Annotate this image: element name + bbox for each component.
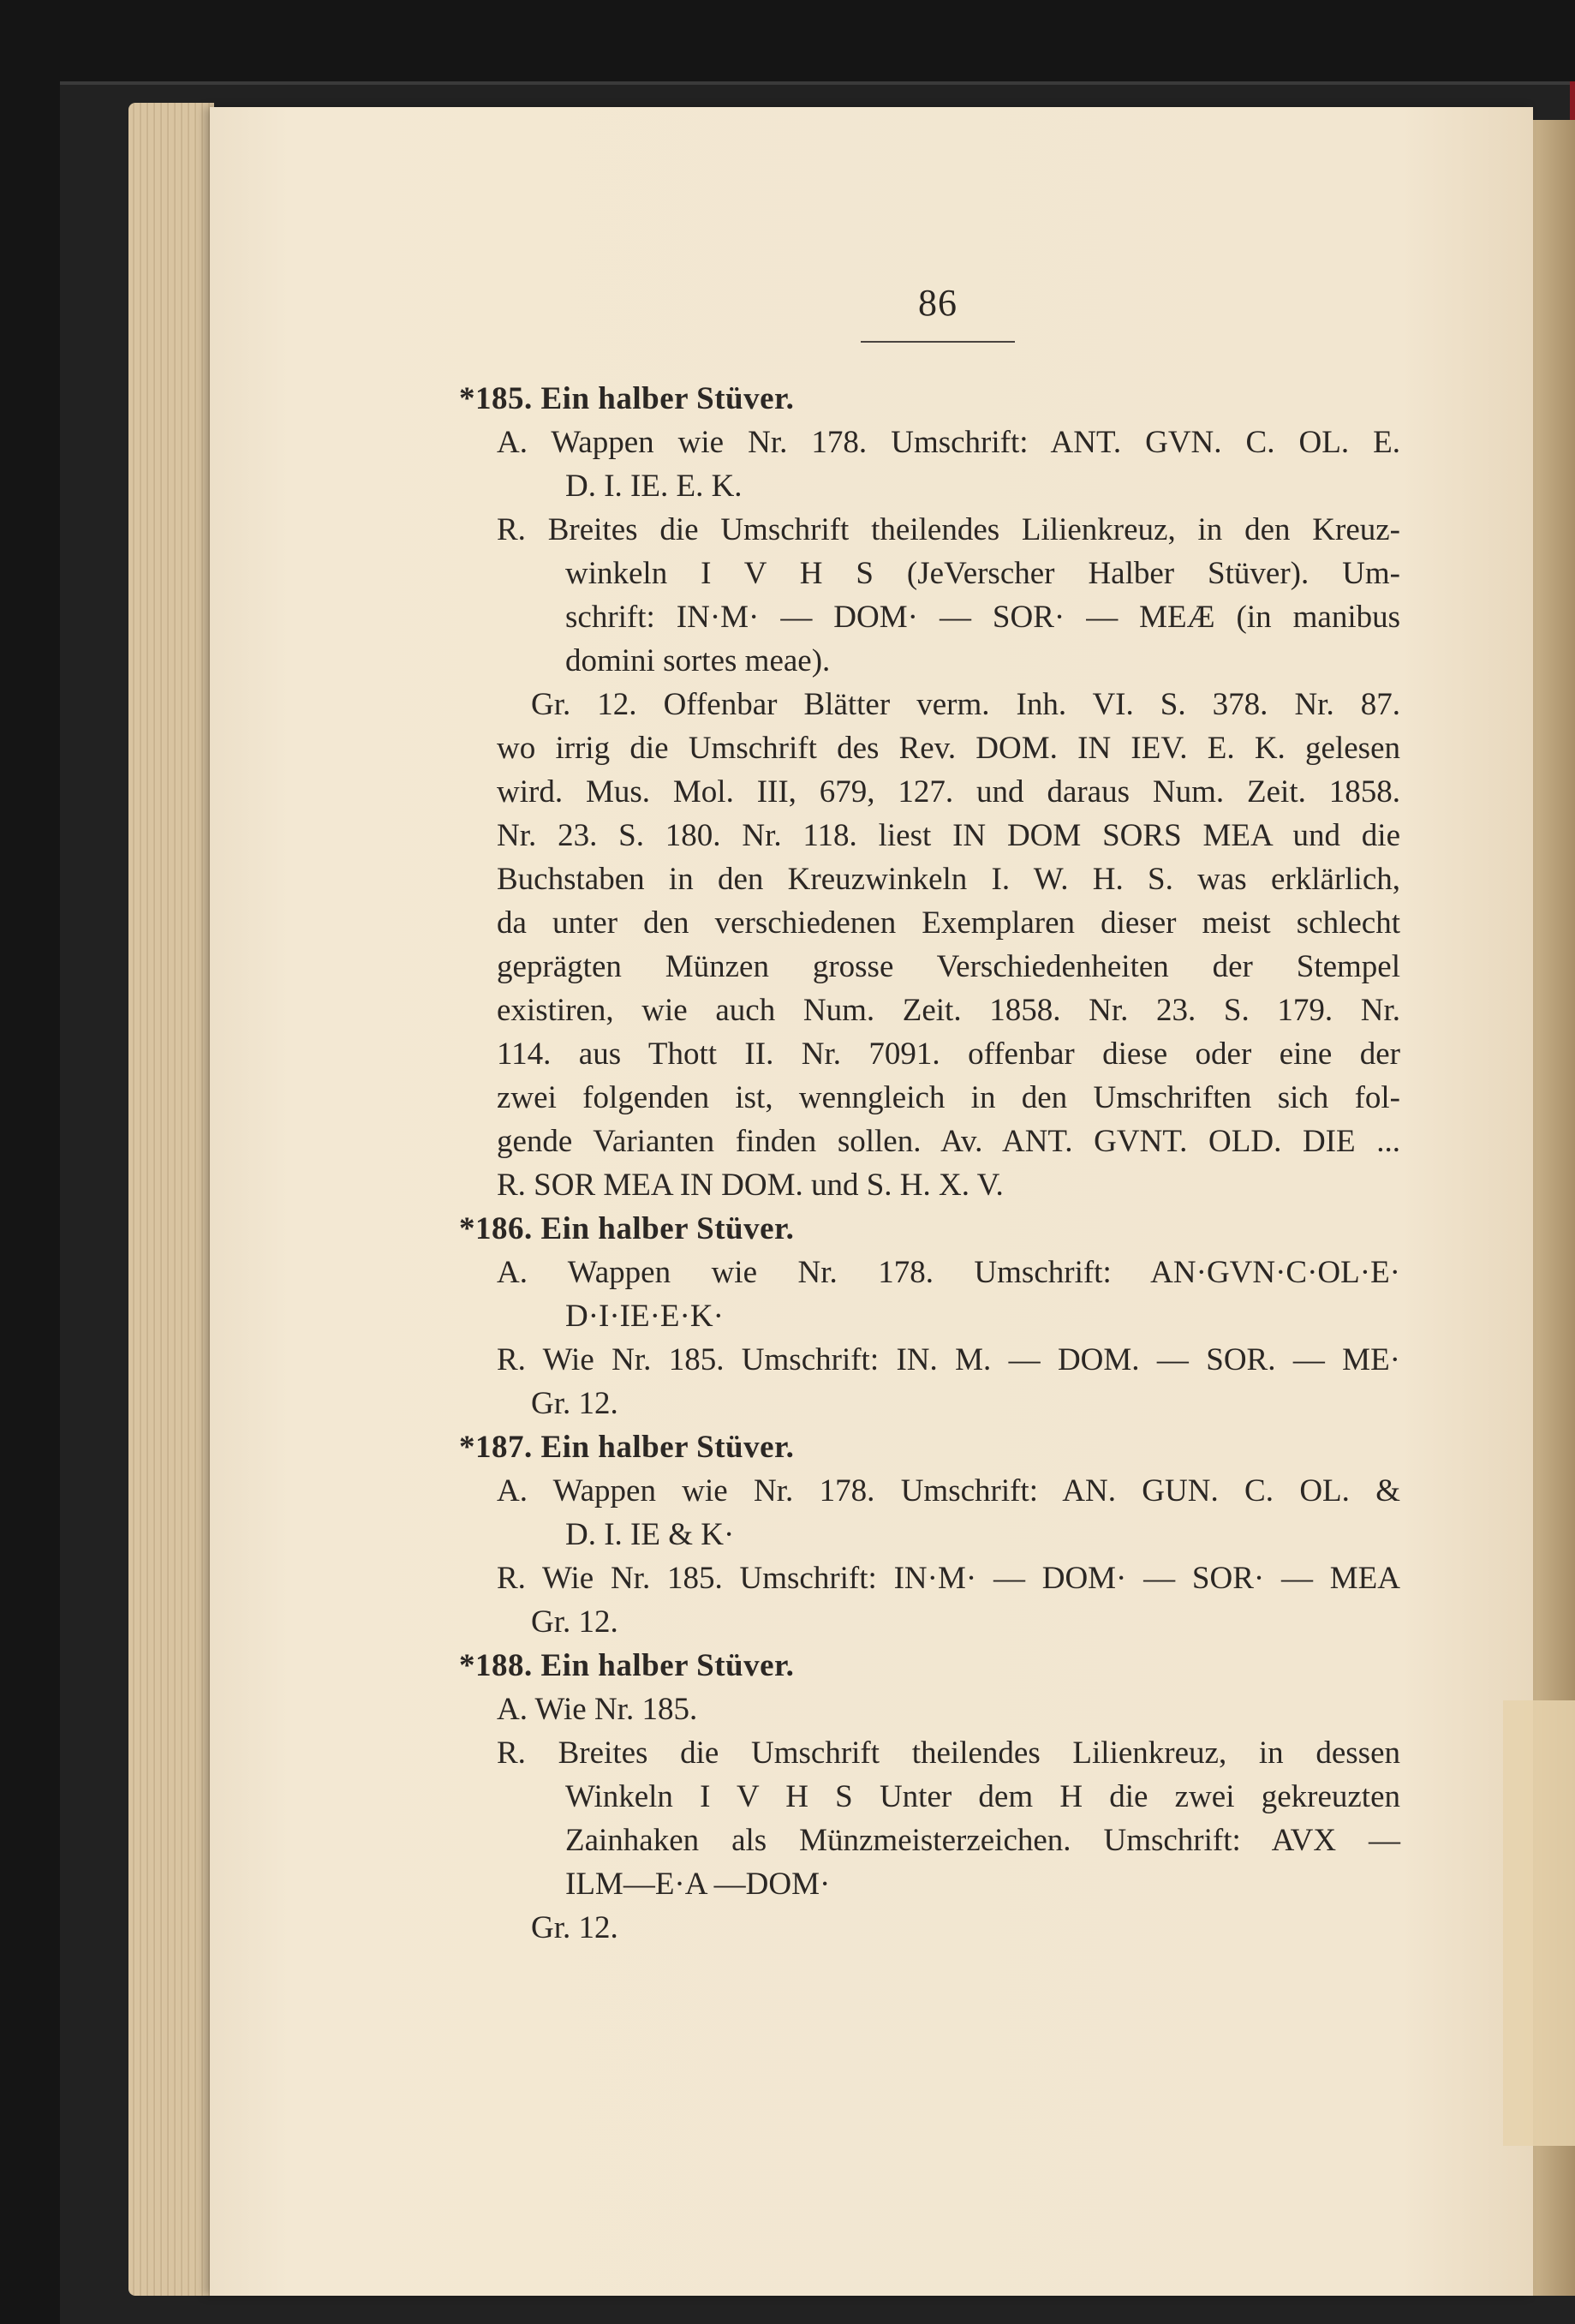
entry-line: A. Wappen wie Nr. 178. Umschrift: AN·GVN·C·OL·E· — [497, 1255, 1400, 1290]
entry-line: da unter den verschiedenen Exemplaren dieser meist schlecht — [497, 905, 1400, 941]
entry-title: *187. Ein halber Stüver. — [459, 1430, 795, 1465]
catalog-entry — [454, 1644, 1400, 1950]
catalog-entry — [454, 1207, 1400, 1425]
entry-line: D. I. IE & K· — [565, 1517, 735, 1552]
entry-line: geprägten Münzen grosse Verschiedenheiten der Stempel — [497, 949, 1400, 984]
entry-line: Zainhaken als Münzmeisterzeichen. Umschrift: AVX — — [565, 1823, 1400, 1858]
entry-line: Gr. 12. — [531, 1386, 618, 1421]
entry-title: *186. Ein halber Stüver. — [459, 1211, 795, 1246]
entry-line: Gr. 12. — [531, 1604, 618, 1640]
entry-title: *188. Ein halber Stüver. — [459, 1648, 795, 1683]
entry-line: schrift: IN·M· — DOM· — SOR· — MEÆ (in manibus — [565, 600, 1400, 635]
catalog-entry — [454, 377, 1400, 1207]
entry-line: D. I. IE. E. K. — [565, 469, 743, 504]
entry-line: R. Breites die Umschrift theilendes Lilienkreuz, in dessen — [497, 1736, 1400, 1771]
entry-line: Nr. 23. S. 180. Nr. 118. liest IN DOM SORS MEA und die — [497, 818, 1400, 853]
entry-line: zwei folgenden ist, wenngleich in den Umschriften sich fol- — [497, 1080, 1400, 1115]
entry-line: wird. Mus. Mol. III, 679, 127. und daraus Num. Zeit. 1858. — [497, 774, 1400, 810]
page-stack-left — [128, 103, 214, 2296]
entry-line: Buchstaben in den Kreuzwinkeln I. W. H. S. was erklärlich, — [497, 862, 1400, 897]
entry-line: A. Wappen wie Nr. 178. Umschrift: AN. GUN. C. OL. & — [497, 1473, 1400, 1509]
entry-line: Gr. 12. Offenbar Blätter verm. Inh. VI. S. 378. Nr. 87. — [531, 687, 1400, 722]
entry-line: wo irrig die Umschrift des Rev. DOM. IN IEV. E. K. gelesen — [497, 731, 1400, 766]
entry-line: A. Wappen wie Nr. 178. Umschrift: ANT. GVN. C. OL. E. — [497, 425, 1400, 460]
entry-title: *185. Ein halber Stüver. — [459, 381, 795, 416]
entry-line: winkeln I V H S (JeVerscher Halber Stüver). Um- — [565, 556, 1400, 591]
entry-line: Gr. 12. — [531, 1910, 618, 1945]
entry-line: R. Wie Nr. 185. Umschrift: IN. M. — DOM. — SOR. — ME· — [497, 1342, 1400, 1377]
entry-line: domini sortes meae). — [565, 643, 831, 678]
page-content — [454, 377, 1400, 1950]
entry-line: R. SOR MEA IN DOM. und S. H. X. V. — [497, 1168, 1004, 1203]
entry-line: R. Breites die Umschrift theilendes Lilienkreuz, in den Kreuz- — [497, 512, 1400, 547]
page-number-rule — [861, 341, 1015, 343]
page-tab-marker — [1503, 1700, 1575, 2146]
entry-line: A. Wie Nr. 185. — [497, 1692, 698, 1727]
entry-line: ILM—E·A —DOM· — [565, 1867, 831, 1902]
entry-line: 114. aus Thott II. Nr. 7091. offenbar diese oder eine der — [497, 1037, 1400, 1072]
entry-line: gende Varianten finden sollen. Av. ANT. GVNT. OLD. DIE ... — [497, 1124, 1400, 1159]
page-number: 86 — [918, 282, 958, 324]
entry-line: Winkeln I V H S Unter dem H die zwei gekreuzten — [565, 1779, 1400, 1814]
entry-line: R. Wie Nr. 185. Umschrift: IN·M· — DOM· — SOR· — MEA — [497, 1561, 1400, 1596]
catalog-entry — [454, 1425, 1400, 1644]
entry-line: D·I·IE·E·K· — [565, 1299, 724, 1334]
entry-line: existiren, wie auch Num. Zeit. 1858. Nr. 23. S. 179. Nr. — [497, 993, 1400, 1028]
